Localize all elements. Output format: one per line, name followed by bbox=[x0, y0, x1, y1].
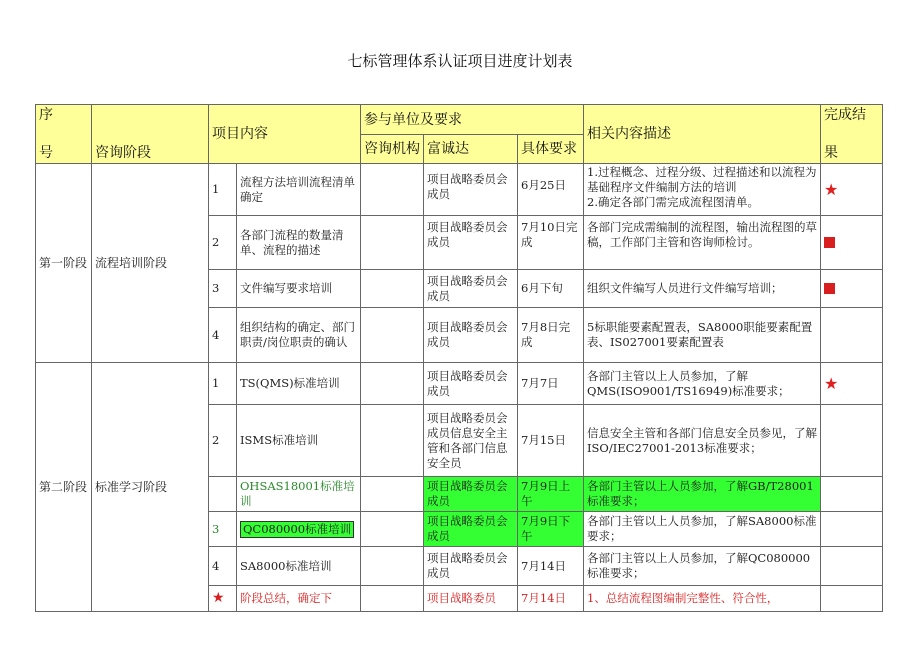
header-requirement: 具体要求 bbox=[517, 134, 584, 164]
row-2-requirement: 7月10日完成 bbox=[517, 215, 584, 270]
page-title: 七标管理体系认证项目进度计划表 bbox=[347, 52, 573, 70]
row-5-no: 1 bbox=[208, 362, 237, 405]
row-7-consult bbox=[360, 476, 424, 512]
row-8-company: 项目战略委员会成员 bbox=[423, 511, 518, 547]
row-4-description: 5标职能要素配置表，SA8000职能要素配置表、IS027001要素配置表 bbox=[583, 307, 821, 363]
row-5-consult bbox=[360, 362, 424, 405]
row-3-no: 3 bbox=[208, 269, 237, 308]
row-1-content: 流程方法培训流程清单确定 bbox=[236, 163, 361, 216]
row-7-requirement: 7月9日上午 bbox=[517, 476, 584, 512]
row-10-description: 1、总结流程图编制完整性、符合性， bbox=[583, 585, 821, 612]
stage-1-label: 第一阶段 bbox=[35, 163, 92, 363]
row-8-content bbox=[236, 511, 361, 547]
row-8-consult bbox=[360, 511, 424, 547]
row-2-consult bbox=[360, 215, 424, 270]
row-6-consult bbox=[360, 404, 424, 477]
row-3-description: 组织文件编写人员进行文件编写培训； bbox=[583, 269, 821, 308]
row-6-no: 2 bbox=[208, 404, 237, 477]
row-9-consult bbox=[360, 546, 424, 586]
row-5-company: 项目战略委员会成员 bbox=[423, 362, 518, 405]
square-icon bbox=[824, 237, 835, 248]
row-9-content: SA8000标准培训 bbox=[236, 546, 361, 586]
row-5-requirement: 7月7日 bbox=[517, 362, 584, 405]
header-result-line2: 果 bbox=[824, 145, 838, 161]
stage-2-phase: 标准学习阶段 bbox=[91, 362, 209, 612]
row-1-requirement: 6月25日 bbox=[517, 163, 584, 216]
row-5-result bbox=[820, 362, 883, 405]
row-8-description: 各部门主管以上人员参加，了解SA8000标准要求； bbox=[583, 511, 821, 547]
row-8-result bbox=[820, 511, 883, 547]
header-consult-org: 咨询机构 bbox=[360, 134, 424, 164]
header-company: 富诚达 bbox=[423, 134, 518, 164]
row-3-content: 文件编写要求培训 bbox=[236, 269, 361, 308]
row-2-description: 各部门完成需编制的流程图，输出流程图的草稿，工作部门主管和咨询师检讨。 bbox=[583, 215, 821, 270]
stage-1-phase: 流程培训阶段 bbox=[91, 163, 209, 363]
header-seq-line1: 序 bbox=[39, 107, 53, 123]
row-1-result bbox=[820, 163, 883, 216]
row-1-consult bbox=[360, 163, 424, 216]
header-result-line1: 完成结 bbox=[824, 107, 866, 123]
row-1-description: 1.过程概念、过程分级、过程描述和以流程为基础程序文件编制方法的培训 2.确定各部门需完成流程图清单。 bbox=[583, 163, 821, 216]
row-3-requirement: 6月下旬 bbox=[517, 269, 584, 308]
star-icon: ★ bbox=[824, 374, 839, 393]
row-4-company: 项目战略委员会成员 bbox=[423, 307, 518, 363]
row-2-company: 项目战略委员会成员 bbox=[423, 215, 518, 270]
row-7-content: OHSAS18001标准培训 bbox=[236, 476, 361, 512]
row-10-company: 项目战略委员 bbox=[423, 585, 518, 612]
star-icon: ★ bbox=[824, 180, 839, 199]
row-3-result bbox=[820, 269, 883, 308]
row-1-no: 1 bbox=[208, 163, 237, 216]
row-6-description: 信息安全主管和各部门信息安全员参见，了解ISO/IEC27001-2013标准要求； bbox=[583, 404, 821, 477]
row-10-result bbox=[820, 585, 883, 612]
header-phase: 咨询阶段 bbox=[91, 104, 209, 164]
row-7-description: 各部门主管以上人员参加，了解GB/T28001标准要求； bbox=[583, 476, 821, 512]
row-10-no: ★ bbox=[208, 585, 237, 612]
header-seq bbox=[35, 104, 92, 164]
row-10-content: 阶段总结，确定下 bbox=[236, 585, 361, 612]
row-8-no: 3 bbox=[208, 511, 237, 547]
row-5-description: 各部门主管以上人员参加，了解QMS(ISO9001/TS16949)标准要求； bbox=[583, 362, 821, 405]
stage-2-label: 第二阶段 bbox=[35, 362, 92, 612]
row-4-result bbox=[820, 307, 883, 363]
row-10-consult bbox=[360, 585, 424, 612]
row-7-no bbox=[208, 476, 237, 512]
row-9-result bbox=[820, 546, 883, 586]
row-10-requirement: 7月14日 bbox=[517, 585, 584, 612]
row-9-no: 4 bbox=[208, 546, 237, 586]
row-8-requirement: 7月9日下午 bbox=[517, 511, 584, 547]
row-6-result bbox=[820, 404, 883, 477]
row-4-requirement: 7月8日完成 bbox=[517, 307, 584, 363]
row-8-content-highlight: QC080000标准培训 bbox=[240, 521, 354, 538]
row-1-company: 项目战略委员会成员 bbox=[423, 163, 518, 216]
row-9-description: 各部门主管以上人员参加，了解QC080000标准要求； bbox=[583, 546, 821, 586]
header-result bbox=[820, 104, 883, 164]
row-5-content: TS(QMS)标准培训 bbox=[236, 362, 361, 405]
row-4-content: 组织结构的确定、部门职责/岗位职责的确认 bbox=[236, 307, 361, 363]
row-4-consult bbox=[360, 307, 424, 363]
header-description: 相关内容描述 bbox=[583, 104, 821, 164]
header-seq-line2: 号 bbox=[39, 145, 53, 161]
row-3-consult bbox=[360, 269, 424, 308]
row-4-no: 4 bbox=[208, 307, 237, 363]
row-9-company: 项目战略委员会成员 bbox=[423, 546, 518, 586]
header-content: 项目内容 bbox=[208, 104, 361, 164]
row-6-content: ISMS标准培训 bbox=[236, 404, 361, 477]
square-icon bbox=[824, 283, 835, 294]
row-2-content: 各部门流程的数量清单、流程的描述 bbox=[236, 215, 361, 270]
row-2-no: 2 bbox=[208, 215, 237, 270]
row-7-result bbox=[820, 476, 883, 512]
row-9-requirement: 7月14日 bbox=[517, 546, 584, 586]
row-2-result bbox=[820, 215, 883, 270]
header-participants: 参与单位及要求 bbox=[360, 104, 584, 135]
row-6-company: 项目战略委员会成员信息安全主管和各部门信息安全员 bbox=[423, 404, 518, 477]
row-7-company: 项目战略委员会成员 bbox=[423, 476, 518, 512]
row-6-requirement: 7月15日 bbox=[517, 404, 584, 477]
row-3-company: 项目战略委员会成员 bbox=[423, 269, 518, 308]
